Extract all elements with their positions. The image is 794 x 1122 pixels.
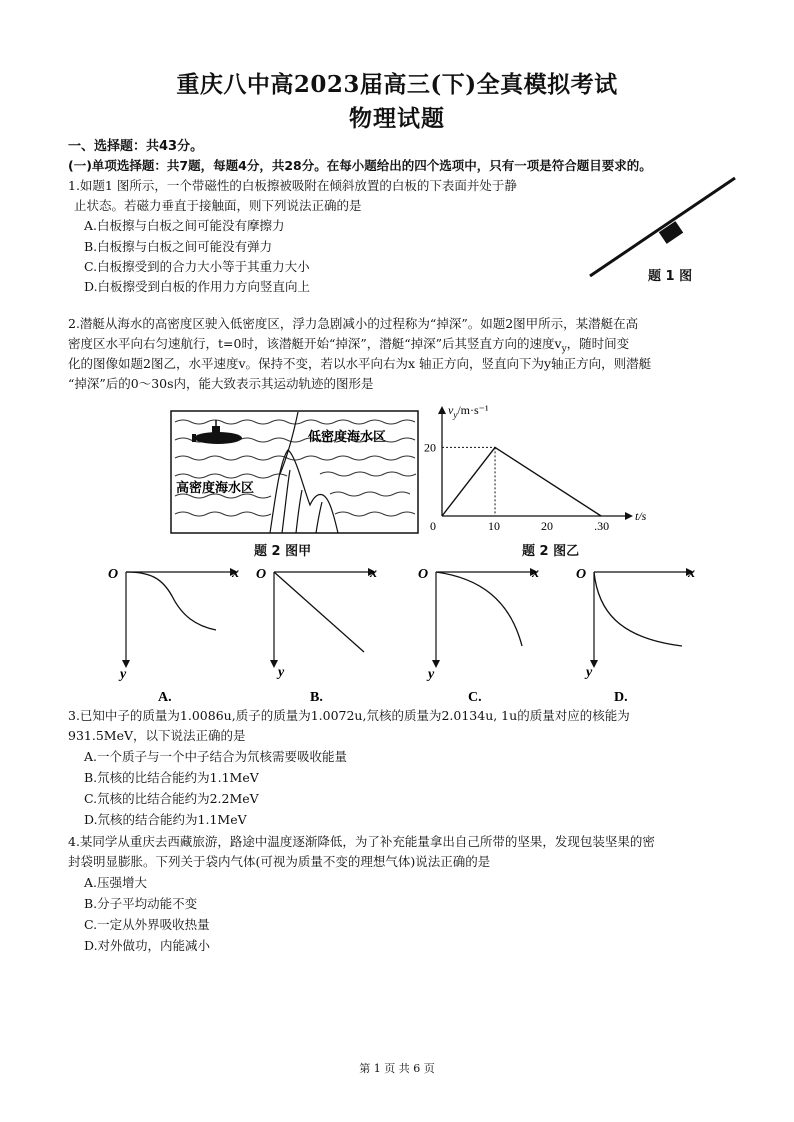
- option-d-label: D.: [614, 690, 628, 705]
- q2-options-graphs: [100, 560, 700, 710]
- q1-text-line: 止状态。若磁力垂直于接触面，则下列说法正确的是: [74, 198, 362, 213]
- chart-x-label: t/s: [635, 509, 647, 523]
- q4-option-a: A.压强增大: [84, 875, 148, 890]
- q2-text-line: 化的图像如题2图乙，水平速度v。保持不变，若以水平向右为x 轴正方向，竖直向下为y轴正方向，则潜艇: [68, 356, 652, 371]
- q3-option-b: B.氘核的比结合能约为1.1MeV: [84, 770, 259, 785]
- option-b-graph[interactable]: [256, 566, 377, 705]
- chart-y-arrow: [438, 406, 446, 414]
- q3-text-line: 931.5MeV，以下说法正确的是: [68, 728, 246, 743]
- q3-option-d: D.氘核的结合能约为1.1MeV: [84, 812, 247, 827]
- chart-x-arrow: [625, 512, 633, 520]
- q2-figure-b-caption: 题 2 图乙: [522, 544, 580, 559]
- x-axis-label: x: [232, 566, 239, 581]
- q2-figure-a: [170, 410, 420, 536]
- y-axis-label: y: [428, 667, 435, 682]
- x-axis-label: x: [370, 566, 377, 581]
- x-tick-label: 20: [541, 519, 554, 533]
- x-tick-label: 0: [430, 519, 436, 533]
- q2-velocity-chart: [420, 400, 660, 535]
- option-a-graph[interactable]: [108, 566, 239, 705]
- y-axis-label: y: [120, 667, 127, 682]
- velocity-series-line: [442, 447, 601, 516]
- y-tick-label: 20: [424, 440, 436, 455]
- q4-option-d: D.对外做功，内能减小: [84, 938, 211, 953]
- subject-title: 物理试题: [349, 105, 445, 132]
- option-d-graph[interactable]: [576, 566, 695, 705]
- q1-figure-caption: 题 1 图: [648, 269, 693, 284]
- high-density-label: 高密度海水区: [176, 480, 255, 495]
- exam-title: 重庆八中高2023届高三(下)全真模拟考试: [176, 71, 618, 98]
- q1-option-d: D.白板擦受到白板的作用力方向竖直向上: [84, 279, 311, 294]
- y-axis-label: y: [586, 665, 593, 680]
- x-tick-label: .30: [594, 519, 610, 533]
- q4-text-line: 封袋明显膨胀。下列关于袋内气体(可视为质量不变的理想气体)说法正确的是: [68, 854, 491, 869]
- x-axis-label: x: [688, 566, 695, 581]
- y-axis-label: y: [278, 665, 285, 680]
- page-footer: 第 1 页 共 6 页: [359, 1062, 435, 1075]
- q1-text-line: 1.如题1 图所示，一个带磁性的白板擦被吸附在倾斜放置的白板的下表面并处于静: [68, 178, 517, 193]
- q3-option-c: C.氘核的比结合能约为2.2MeV: [84, 791, 259, 806]
- section-heading: 一、选择题：共43分。: [68, 139, 204, 154]
- q1-option-b: B.白板擦与白板之间可能没有弹力: [84, 239, 273, 254]
- q4-text-line: 4.某同学从重庆去西藏旅游，路途中温度逐渐降低，为了补充能量拿出自己所带的坚果，发现包装坚果的密: [68, 834, 655, 849]
- origin-label: O: [256, 567, 267, 582]
- origin-label: O: [108, 567, 119, 582]
- q2-text-line: “掉深”后的0～30s内，能大致表示其运动轨迹的图形是: [68, 376, 374, 391]
- whiteboard-line: [590, 178, 735, 276]
- section-subheading: (一)单项选择题：共7题，每题4分，共28分。在每小题给出的四个选项中，只有一项是符合题目要求的。: [68, 158, 652, 173]
- q3-text-line: 3.已知中子的质量为1.0086u,质子的质量为1.0072u,氘核的质量为2.0134u, 1u的质量对应的核能为: [68, 708, 630, 723]
- q2-text-line: 2.潜艇从海水的高密度区驶入低密度区，浮力急剧减小的过程称为“掉深”。如题2图甲所示，某潜艇在高: [68, 316, 639, 331]
- svg-text:vy/m·s⁻¹: $v_y/m\cdot s^{-1}$: [448, 403, 489, 420]
- x-tick-label: 10: [488, 519, 501, 533]
- q4-option-c: C.一定从外界吸收热量: [84, 917, 210, 932]
- low-density-label: 低密度海水区: [308, 429, 387, 444]
- chart-y-label: [448, 403, 489, 420]
- option-b-label: B.: [310, 690, 323, 705]
- q2-text-line: 密度区水平向右匀速航行，t=0时，该潜艇开始“掉深”，潜艇“掉深”后其竖直方向的速度$v_y$，随时间变: [68, 336, 630, 355]
- q4-option-b: B.分子平均动能不变: [84, 896, 198, 911]
- option-c-graph[interactable]: [418, 566, 539, 705]
- q1-option-c: C.白板擦受到的合力大小等于其重力大小: [84, 259, 310, 274]
- x-axis-label: x: [532, 566, 539, 581]
- option-a-label: A.: [158, 690, 172, 705]
- eraser-block: [659, 221, 683, 244]
- origin-label: O: [576, 567, 587, 582]
- option-c-label: C.: [468, 690, 482, 705]
- q2-figure-a-caption: 题 2 图甲: [254, 544, 312, 559]
- q3-option-a: A.一个质子与一个中子结合为氘核需要吸收能量: [84, 749, 348, 764]
- origin-label: O: [418, 567, 429, 582]
- q1-option-a: A.白板擦与白板之间可能没有摩擦力: [84, 218, 285, 233]
